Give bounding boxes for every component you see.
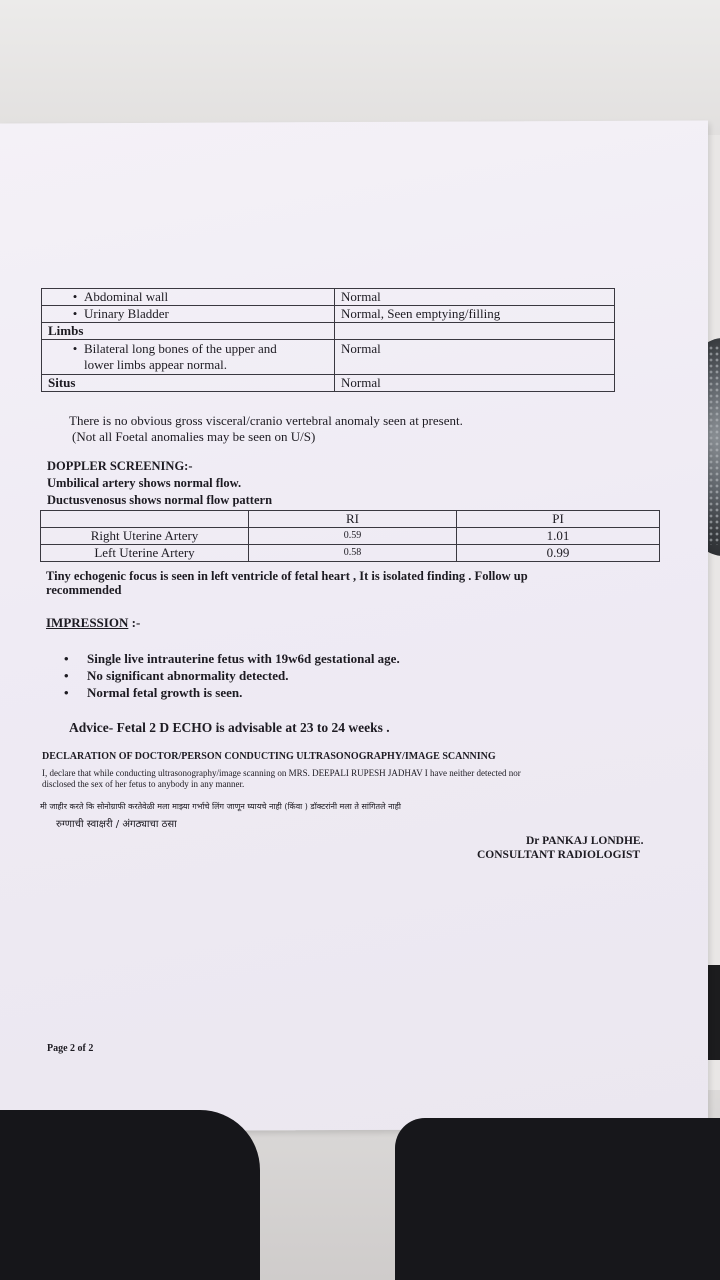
impression-item: Single live intrauterine fetus with 19w6d gestational age. <box>87 651 400 666</box>
declaration-marathi-line1: मी जाहीर करते कि सोनोग्राफी करतेवेळी मला माझ्या गर्भाचे लिंग जाणून घ्यायचे नाही (किंवा ) डॉक्टरांनी मला ते सांगितले नाही <box>40 802 401 811</box>
organ-findings-table <box>41 288 615 392</box>
row-label-line2: lower limbs appear normal. <box>84 357 227 372</box>
echogenic-finding-line2: recommended <box>46 583 122 597</box>
declaration-heading: DECLARATION OF DOCTOR/PERSON CONDUCTING ULTRASONOGRAPHY/IMAGE SCANNING <box>42 751 496 762</box>
impression-heading-suffix: :- <box>131 615 141 630</box>
table-cell-value: Normal <box>335 340 615 375</box>
table-cell-label <box>42 306 335 323</box>
table-row <box>42 375 615 392</box>
doppler-table <box>40 510 660 562</box>
list-item <box>64 685 242 701</box>
anomaly-note-line1: There is no obvious gross visceral/cranio vertebral anomaly seen at present. <box>69 413 463 428</box>
artery-pi: 0.99 <box>457 545 660 562</box>
bullet-icon: • <box>64 668 69 683</box>
artery-ri: 0.59 <box>249 528 457 545</box>
doppler-umbilical-line: Umbilical artery shows normal flow. <box>47 476 242 490</box>
table-row <box>42 323 615 340</box>
declaration-line2: disclosed the sex of her fetus to anybody in any manner. <box>42 779 245 789</box>
artery-ri: 0.58 <box>249 545 457 562</box>
row-label-line1: Bilateral long bones of the upper and <box>84 341 277 356</box>
bullet-icon: • <box>64 651 69 666</box>
table-cell-value: Normal <box>335 289 615 306</box>
artery-pi: 1.01 <box>457 528 660 545</box>
bullet-icon: • <box>72 289 78 304</box>
table-header-ri: RI <box>249 511 457 528</box>
table-cell-heading: Situs <box>42 375 335 392</box>
declaration-line1: I, declare that while conducting ultrasonography/image scanning on MRS. DEEPALI RUPESH JADHAV I have neither detected nor <box>42 768 521 778</box>
list-item <box>64 668 288 684</box>
table-header-pi: PI <box>457 511 660 528</box>
row-label: Urinary Bladder <box>84 306 169 321</box>
list-item <box>64 651 400 667</box>
table-cell-label <box>42 289 335 306</box>
doctor-title: CONSULTANT RADIOLOGIST <box>477 849 641 861</box>
bullet-icon: • <box>72 341 78 356</box>
table-row <box>42 306 615 323</box>
table-row <box>42 289 615 306</box>
doppler-ductus-line: Ductusvenosus shows normal flow pattern <box>47 493 273 507</box>
table-row <box>41 528 660 545</box>
doctor-name: Dr PANKAJ LONDHE. <box>526 835 644 847</box>
patient-signature-label: रुग्णाची स्वाक्षरी / अंगठ्याचा ठसा <box>56 819 177 830</box>
table-cell-value: Normal, Seen emptying/filling <box>335 306 615 323</box>
bullet-icon: • <box>64 685 69 700</box>
table-row <box>42 340 615 375</box>
row-label: Abdominal wall <box>84 289 169 304</box>
impression-item: Normal fetal growth is seen. <box>87 685 243 700</box>
table-cell-value <box>335 323 615 340</box>
artery-name: Left Uterine Artery <box>41 545 249 562</box>
page-number: Page 2 of 2 <box>47 1043 94 1054</box>
impression-heading <box>46 615 140 631</box>
advice-line: Advice- Fetal 2 D ECHO is advisable at 23 to 24 weeks . <box>69 720 390 735</box>
anomaly-note-line2: (Not all Foetal anomalies may be seen on U/S) <box>72 429 316 444</box>
table-cell-value: Normal <box>335 375 615 392</box>
table-cell-heading: Limbs <box>42 323 335 340</box>
table-header-cell <box>41 511 249 528</box>
table-header-row <box>41 511 660 528</box>
artery-name: Right Uterine Artery <box>41 528 249 545</box>
doppler-heading: DOPPLER SCREENING:- <box>47 459 193 473</box>
impression-heading-text: IMPRESSION <box>46 615 129 630</box>
impression-item: No significant abnormality detected. <box>87 668 289 683</box>
table-cell-label <box>42 340 335 375</box>
bullet-icon: • <box>72 306 78 321</box>
table-row <box>41 545 660 562</box>
echogenic-finding-line1: Tiny echogenic focus is seen in left ventricle of fetal heart , It is isolated finding . Follow up <box>46 569 528 583</box>
